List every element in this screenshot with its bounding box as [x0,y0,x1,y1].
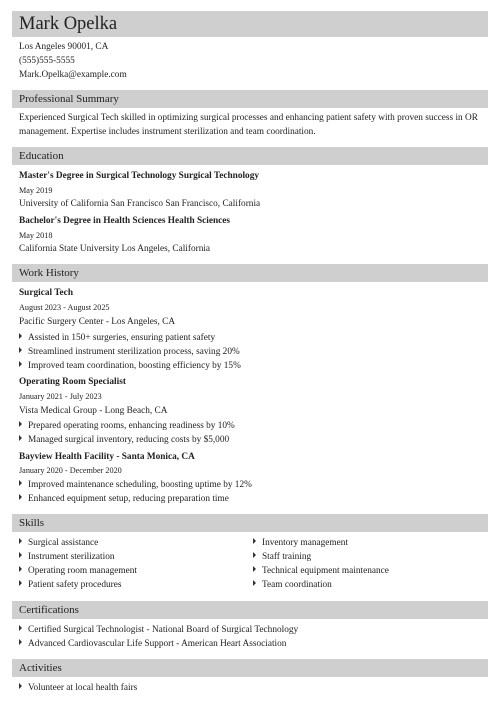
section-title: Professional Summary [19,93,119,105]
job-bullet: Prepared operating rooms, enhancing readiness by 10% [19,420,235,432]
name-header [12,11,488,37]
job-bullet: Streamlined instrument sterilization process, saving 20% [19,346,240,358]
skill-item: Team coordination [253,579,332,591]
job-bullet: Improved maintenance scheduling, boosting uptime by 12% [19,479,252,491]
bullet-icon [19,683,22,689]
job-dates: January 2021 - July 2023 [19,392,102,401]
contact-address: Los Angeles 90001, CA [19,42,109,52]
skill-item: Staff training [253,551,311,563]
section-header-activities [12,659,488,677]
job-company: Pacific Surgery Center - Los Angeles, CA [19,317,176,327]
bullet-icon [19,480,22,486]
section-title: Certifications [19,604,79,616]
bullet-icon [19,580,22,586]
bullet-icon [19,552,22,558]
job-company: Vista Medical Group - Long Beach, CA [19,406,168,416]
bullet-icon [19,639,22,645]
activity-item: Volunteer at local health fairs [19,682,137,694]
skill-item: Instrument sterilization [19,551,115,563]
summary-text: Experienced Surgical Tech skilled in optimizing surgical processes and enhancing patient safety with proven success in OR management. Expertise includes instrument sterilization and team coordination. [19,113,478,137]
bullet-icon [253,566,256,572]
job-dates: August 2023 - August 2025 [19,303,110,312]
job-bullet: Assisted in 150+ surgeries, ensuring patient safety [19,332,215,344]
education-degree: Master's Degree in Surgical Technology Surgical Technology [19,171,260,181]
bullet-icon [19,347,22,353]
section-header-certifications [12,601,488,619]
education-date: May 2018 [19,231,53,240]
section-header-education [12,147,488,165]
job-bullet: Enhanced equipment setup, reducing preparation time [19,493,229,505]
section-title: Skills [19,517,45,529]
bullet-icon [19,538,22,544]
section-header-work-history [12,264,488,282]
certification-item: Advanced Cardiovascular Life Support - American Heart Association [19,638,286,650]
candidate-name: Mark Opelka [19,14,118,34]
bullet-icon [19,333,22,339]
skill-item: Inventory management [253,537,348,549]
bullet-icon [19,435,22,441]
skill-item: Surgical assistance [19,537,98,549]
bullet-icon [19,421,22,427]
job-title: Operating Room Specialist [19,377,126,387]
education-school: University of California San Francisco San Francisco, California [19,199,261,209]
contact-email[interactable]: Mark.Opelka@example.com [19,70,127,80]
job-dates: January 2020 - December 2020 [19,466,122,475]
skill-item: Patient safety procedures [19,579,121,591]
certification-item: Certified Surgical Technologist - National Board of Surgical Technology [19,624,298,636]
job-title: Bayview Health Facility - Santa Monica, CA [19,452,195,462]
bullet-icon [253,538,256,544]
bullet-icon [253,580,256,586]
skill-item: Operating room management [19,565,137,577]
section-header-skills [12,514,488,532]
education-date: May 2019 [19,186,53,195]
section-header-summary [12,90,488,108]
job-bullet: Improved team coordination, boosting efficiency by 15% [19,360,241,372]
job-bullet: Managed surgical inventory, reducing costs by $5,000 [19,434,229,446]
bullet-icon [19,361,22,367]
section-title: Education [19,150,64,162]
bullet-icon [19,625,22,631]
education-degree: Bachelor's Degree in Health Sciences Health Sciences [19,216,231,226]
section-title: Work History [19,267,79,279]
bullet-icon [19,494,22,500]
job-title: Surgical Tech [19,288,73,298]
contact-phone: (555)555-5555 [19,56,75,66]
bullet-icon [253,552,256,558]
skill-item: Technical equipment maintenance [253,565,389,577]
bullet-icon [19,566,22,572]
education-school: California State University Los Angeles, California [19,244,211,254]
section-title: Activities [19,662,62,674]
